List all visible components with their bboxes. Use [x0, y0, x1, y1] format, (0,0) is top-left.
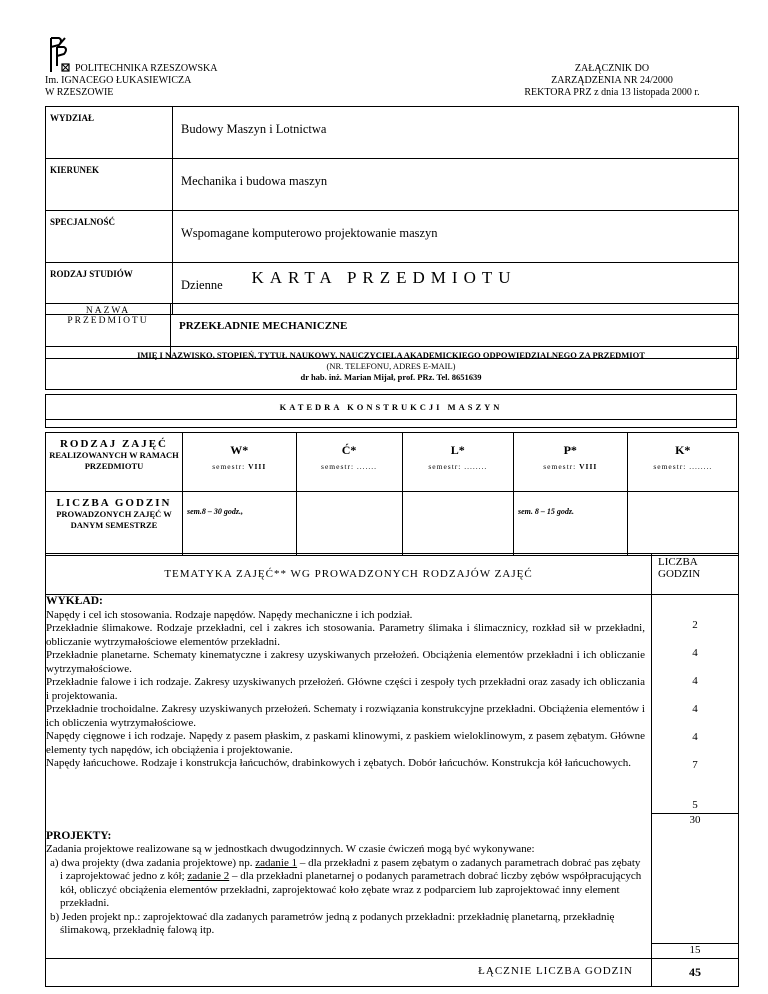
class-type-code: W* [230, 443, 249, 457]
subject-name-label-line: PRZEDMIOTU [67, 316, 149, 326]
header-right-line: ZAŁĄCZNIK DO [574, 63, 650, 74]
lecture-item: Napędy cięgnowe i ich rodzaje. Napędy z pasem płaskim, z paskami klinowymi, z paskiem wieloklinowym, z pasem zębatym. Główne elementy tych napędów, ich obciążenia i projektowanie. [46, 730, 645, 756]
lecture-section [46, 595, 652, 828]
semester-value: VIII [248, 462, 267, 471]
subject-name-label-line: NAZWA [85, 306, 131, 316]
meta-value: Wspomagane komputerowo projektowanie maszyn [173, 211, 739, 263]
class-hours-l [402, 492, 513, 556]
header-left-line: Im. IGNACEGO ŁUKASIEWICZA [45, 75, 192, 86]
class-type-semester [403, 462, 513, 471]
teacher-sublabel: (NR. TELEFONU, ADRES E-MAIL) [326, 361, 456, 371]
header-left-line: POLITECHNIKA RZESZOWSKA [75, 63, 218, 74]
total-hours-value: 45 [652, 958, 739, 986]
class-type-code: L* [450, 443, 465, 457]
meta-label: SPECJALNOŚĆ [46, 211, 173, 263]
topics-header: TEMATYKA ZAJĘĆ** WG PROWADZONYCH RODZAJÓW ZAJĘĆ [46, 554, 652, 595]
class-hours-label-big: LICZBA GODZIN [56, 497, 172, 509]
hours-header: LICZBA GODZIN [652, 554, 739, 595]
meta-row [46, 107, 739, 159]
header-right [502, 63, 722, 99]
header-left [45, 63, 218, 99]
semester-value: VIII [579, 462, 598, 471]
lecture-item: Napędy i cel ich stosowania. Rodzaje napędów. Napędy mechaniczne i ich podział. [46, 608, 413, 621]
class-type-k [627, 433, 738, 492]
class-hours-w: sem.8 – 30 godz., [183, 492, 297, 556]
class-type-semester [297, 462, 402, 471]
class-type-semester [628, 462, 738, 471]
class-type-label-big: RODZAJ ZAJĘĆ [59, 438, 169, 450]
lecture-item: Przekładnie trochoidalne. Zakresy uzyskiwanych przełożeń. Schematy i rozwiązania konstrukcyjne przekładni. Obciążenia elementów i ich obliczenia wytrzymałościowe. [46, 703, 645, 729]
department-box: KATEDRA KONSTRUKCJI MASZYN [45, 394, 737, 420]
meta-label: KIERUNEK [46, 159, 173, 211]
class-type-code: K* [675, 443, 691, 457]
semester-value: ....... [356, 462, 378, 471]
header-left-line: W RZESZOWIE [45, 87, 114, 98]
projects-hours-value: 15 [652, 943, 738, 958]
header-right-line: REKTORA PRZ z dnia 13 listopada 2000 r. [524, 87, 700, 98]
projects-title: PROJEKTY: [46, 829, 112, 842]
lecture-item: Przekładnie planetarne. Schematy kinematyczne i zakresy uzyskiwanych przełożeń. Obciążenia elementów przekładni i ich obliczanie wytrzymałościowe. [46, 649, 645, 675]
class-type-w [183, 433, 297, 492]
class-hours-k [627, 492, 738, 556]
meta-label: RODZAJ STUDIÓW [46, 263, 173, 315]
semester-value: ........ [689, 462, 713, 471]
lecture-hours-value: 4 [692, 675, 698, 687]
semester-prefix: semestr: [543, 462, 577, 471]
header-right-line: ZARZĄDZENIA NR 24/2000 [551, 75, 673, 86]
lecture-hours-value: 5 [692, 799, 698, 811]
lecture-hours [652, 595, 739, 828]
class-type-semester [183, 462, 296, 471]
lecture-hours-value: 4 [692, 647, 698, 659]
class-type-l [402, 433, 513, 492]
semester-prefix: semestr: [428, 462, 462, 471]
class-types-table [45, 432, 739, 556]
teacher-label: IMIĘ I NAZWISKO, STOPIEŃ, TYTUŁ NAUKOWY, NAUCZYCIELA AKADEMICKIEGO ODPOWIEDZIALNEGO ZA PRZEDMIOT [137, 350, 645, 360]
topics-table [45, 553, 739, 987]
meta-value: Dzienne [173, 263, 739, 315]
meta-row [46, 159, 739, 211]
projects-item-text: – dla przekładni z pasem zębatym o zadanych parametrach dobrać pas zębaty i zaprojektować jedno z kół; [60, 856, 641, 882]
teacher-box [45, 346, 737, 390]
meta-label: WYDZIAŁ [46, 107, 173, 159]
projects-item-text: a) dwa projekty (dwa zadania projektowe) np. [50, 856, 256, 869]
lecture-hours-value: 2 [692, 619, 698, 631]
total-hours-label: ŁĄCZNIE LICZBA GODZIN [46, 958, 652, 986]
department-box-spacer [45, 420, 737, 428]
lecture-item: Przekładnie ślimakowe. Rodzaje przekładni, cel i zakres ich stosowania. Parametry ślimaka i ślimacznicy, rozkład sił w przekładni, obliczanie wytrzymałościowe elementów przekładni. [46, 622, 645, 648]
projects-task-2: zadanie 2 [187, 870, 230, 882]
teacher-name: dr hab. inż. Marian Mijał, prof. PRz. Tel. 8651639 [300, 372, 482, 382]
class-type-label [46, 433, 183, 492]
lecture-item: Napędy łańcuchowe. Rodzaje i konstrukcja łańcuchów, drabinkowych i zębatych. Dobór łańcuchów. Konstrukcja kół łańcuchowych. [46, 757, 632, 769]
lecture-hours-value: 4 [692, 731, 698, 743]
semester-prefix: semestr: [653, 462, 687, 471]
projects-intro: Zadania projektowe realizowane są w jednostkach dwugodzinnych. W czasie ćwiczeń mogą być wykonywane: [46, 843, 535, 855]
class-type-code: P* [563, 443, 577, 457]
lecture-item: Przekładnie falowe i ich rodzaje. Zakresy uzyskiwanych przełożeń. Główne części i zespoły tych przekładni oraz zasady ich obliczania i projektowania. [46, 676, 645, 702]
projects-hours [652, 828, 739, 959]
class-type-semester [514, 462, 627, 471]
projects-item-text: – dla przekładni planetarnej o podanych parametrach dobrać liczby zębów współpracujących kół, obliczyć obciążenia elementów przekładni, zaprojektować koło zębate wraz z podparciem lub zaprojektować inny element przekładni. [60, 870, 642, 909]
class-hours-label-small: PROWADZONYCH ZAJĘĆ W DANYM SEMESTRZE [56, 509, 172, 530]
page-title: KARTA PRZEDMIOTU [251, 268, 517, 287]
class-types-row [46, 433, 739, 492]
class-type-p [514, 433, 628, 492]
meta-value: Budowy Maszyn i Lotnictwa [173, 107, 739, 159]
semester-prefix: semestr: [212, 462, 246, 471]
lecture-hours-total: 30 [652, 813, 738, 828]
projects-item-a [46, 857, 645, 911]
projects-section [46, 828, 652, 959]
class-type-c [296, 433, 402, 492]
class-hours-p: sem. 8 – 15 godz. [514, 492, 628, 556]
class-hours-label [46, 492, 183, 556]
meta-row [46, 211, 739, 263]
projects-task-1: zadanie 1 [255, 856, 298, 869]
projects-item-b: b) Jeden projekt np.: zaprojektować dla zadanych parametrów jedną z podanych przekładni: przekładnię planetarną, przekładnię ślimakową, przekładnię falową itp. [50, 910, 615, 936]
lecture-hours-value: 4 [692, 703, 698, 715]
semester-value: ........ [464, 462, 488, 471]
lecture-title: WYKŁAD: [46, 595, 103, 607]
lecture-hours-value: 7 [692, 759, 698, 771]
class-hours-row [46, 492, 739, 556]
meta-value: Mechanika i budowa maszyn [173, 159, 739, 211]
class-type-label-small: REALIZOWANYCH W RAMACH PRZEDMIOTU [49, 450, 179, 471]
subject-name-value: PRZEKŁADNIE MECHANICZNE [171, 304, 739, 359]
class-hours-c [296, 492, 402, 556]
class-type-code: Ć* [341, 443, 357, 457]
semester-prefix: semestr: [321, 462, 355, 471]
